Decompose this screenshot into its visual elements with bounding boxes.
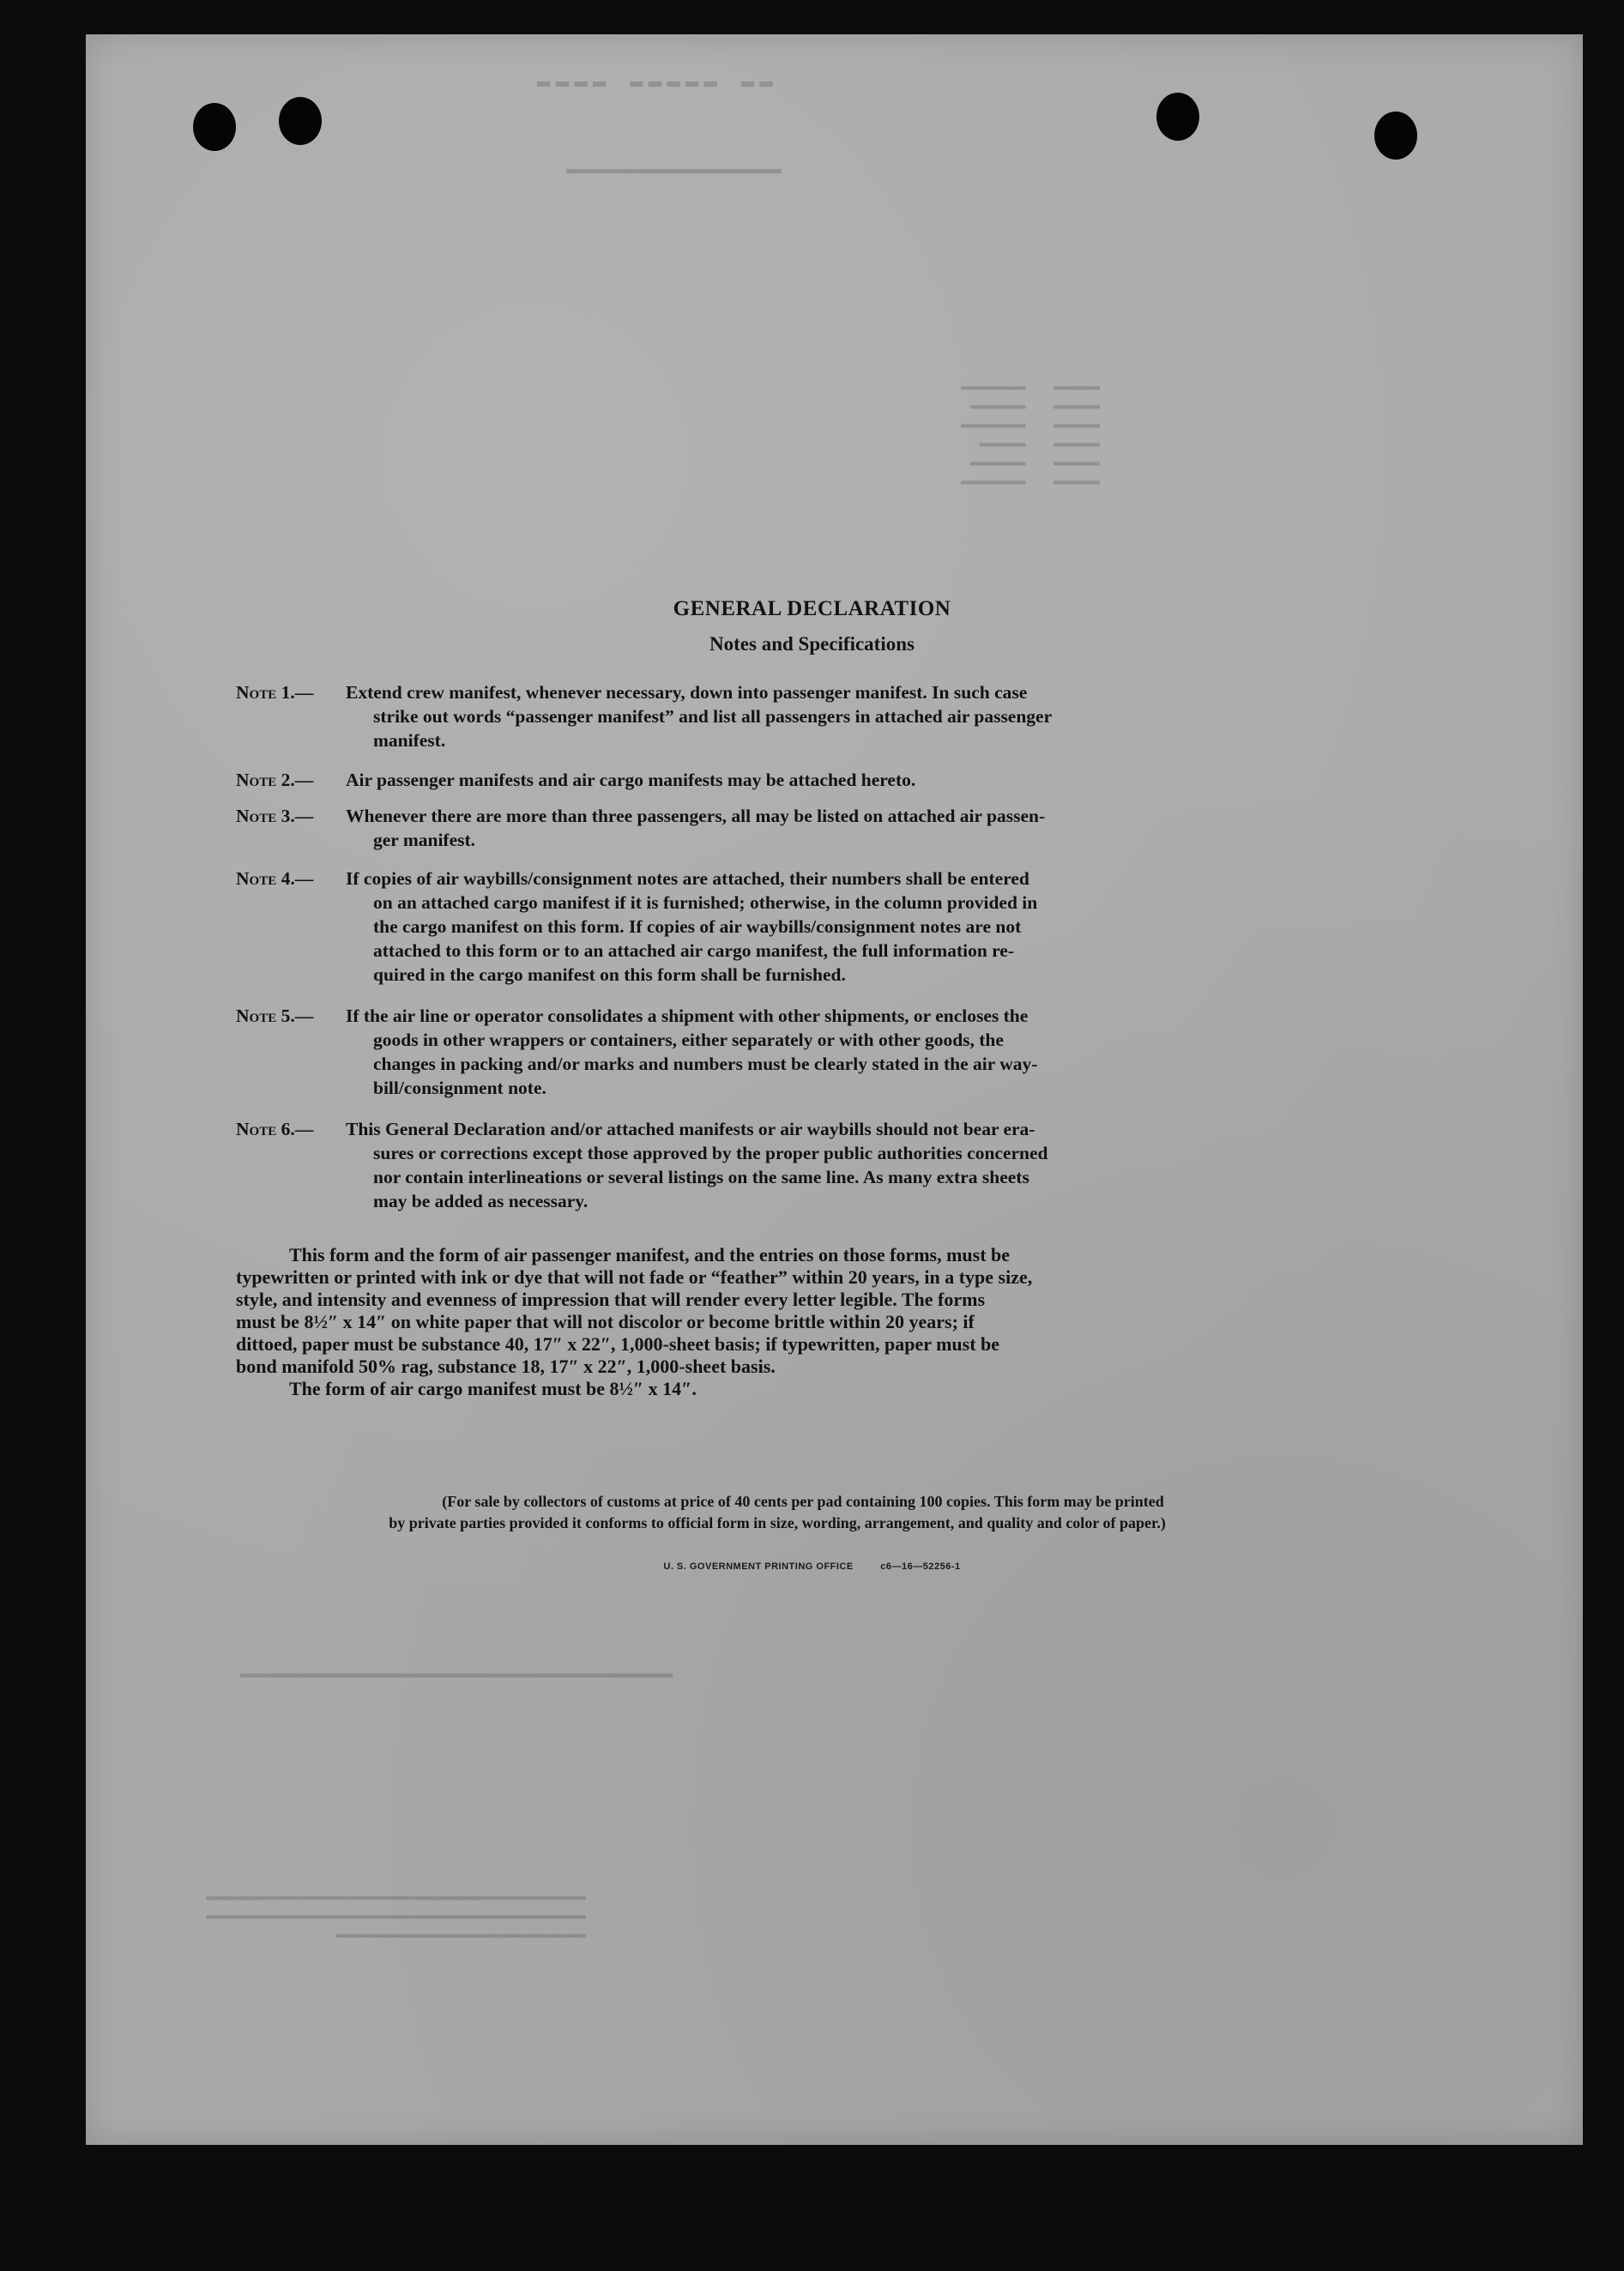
form-paragraph-line: The form of air cargo manifest must be 8½″ x 14″. [289, 1378, 697, 1399]
form-paragraph-line: dittoed, paper must be substance 40, 17″ x 22″, 1,000-sheet basis; if typewritten, paper must be [236, 1333, 1000, 1355]
bleed-through-texture: ▬▬▬▬▬▬▬▬▬▬▬▬▬▬▬▬▬▬▬ [566, 159, 782, 180]
note-text: quired in the cargo manifest on this form shall be furnished. [373, 964, 846, 985]
note-label: Note 3.— [236, 806, 314, 826]
note-text: Extend crew manifest, whenever necessary, down into passenger manifest. In such case [346, 682, 1028, 703]
bleed-through-texture: ▬▬ ▬▬▬▬▬ ▬▬▬▬ [532, 69, 773, 94]
form-paragraph-line: bond manifold 50% rag, substance 18, 17″ x 22″, 1,000-sheet basis. [236, 1356, 776, 1377]
note-text: ger manifest. [373, 830, 476, 850]
printer-line [0, 1561, 1624, 1572]
form-paragraph-line: This form and the form of air passenger manifest, and the entries on those forms, must be [289, 1244, 1011, 1265]
note-text: nor contain interlineations or several listings on the same line. As many extra sheets [373, 1167, 1029, 1187]
punch-hole [1374, 112, 1417, 160]
note-text: bill/consignment note. [373, 1078, 546, 1098]
form-paragraph-line: typewritten or printed with ink or dye that will not fade or “feather” within 20 years, in a type size, [236, 1266, 1033, 1288]
note-text: If the air line or operator consolidates a shipment with other shipments, or encloses the [346, 1006, 1029, 1026]
punch-hole [193, 103, 236, 151]
bleed-through-texture: ▬▬▬▬▬ ▬▬▬▬▬▬▬ ▬▬▬▬▬ ▬▬▬▬▬▬ ▬▬▬▬▬ ▬▬▬▬▬▬▬ ▬▬▬▬▬ ▬▬▬▬▬ ▬▬▬▬▬ ▬▬▬▬▬▬ ▬▬▬▬▬ ▬▬▬▬▬▬▬ [961, 378, 1101, 490]
note-label: Note 2.— [236, 770, 314, 790]
page-title: GENERAL DECLARATION [673, 597, 951, 620]
sale-notice-line: by private parties provided it conforms to official form in size, wording, arrangement, and quality and color of paper.) [389, 1514, 1166, 1531]
note-text: If copies of air waybills/consignment notes are attached, their numbers shall be entered [346, 868, 1029, 889]
bleed-through-texture: ▬▬▬▬▬▬▬▬▬▬▬▬▬▬▬▬▬▬▬▬▬▬▬▬▬▬▬▬▬▬▬▬▬▬▬▬▬▬▬▬▬ ▬▬▬▬▬▬▬▬▬▬▬▬▬▬▬▬▬▬▬▬▬▬▬▬▬▬▬▬▬▬▬▬▬▬▬▬▬▬▬▬▬ ▬▬▬▬▬▬▬▬▬▬▬▬▬▬▬▬▬▬▬▬▬▬▬▬▬▬▬ [206, 1888, 586, 1943]
note-2 [236, 768, 1317, 792]
note-5 [236, 1004, 1317, 1100]
note-6 [236, 1117, 1317, 1213]
punch-hole [279, 97, 322, 145]
note-label: Note 6.— [236, 1119, 314, 1139]
note-text: the cargo manifest on this form. If copies of air waybills/consignment notes are not [373, 916, 1022, 937]
note-1 [236, 680, 1317, 752]
note-3 [236, 804, 1317, 852]
note-text: manifest. [373, 730, 446, 751]
note-text: strike out words “passenger manifest” and list all passengers in attached air passenger [373, 706, 1053, 727]
note-text: on an attached cargo manifest if it is furnished; otherwise, in the column provided in [373, 892, 1038, 913]
note-text: Whenever there are more than three passengers, all may be listed on attached air passen- [346, 806, 1046, 826]
note-text: goods in other wrappers or containers, either separately or with other goods, the [373, 1030, 1004, 1050]
note-text: attached to this form or to an attached air cargo manifest, the full information re- [373, 940, 1015, 961]
note-4 [236, 867, 1317, 987]
note-text: Air passenger manifests and air cargo manifests may be attached hereto. [346, 770, 916, 790]
note-label: Note 4.— [236, 868, 314, 889]
printer-office: U. S. GOVERNMENT PRINTING OFFICE [663, 1561, 854, 1572]
punch-hole [1156, 93, 1199, 141]
page-subtitle: Notes and Specifications [709, 633, 915, 655]
note-label: Note 5.— [236, 1006, 314, 1026]
form-paragraph-line: must be 8½″ x 14″ on white paper that will not discolor or become brittle within 20 years; if [236, 1311, 975, 1332]
note-label: Note 1.— [236, 682, 314, 703]
printer-code: c6—16—52256-1 [880, 1561, 961, 1572]
form-paragraph-line: style, and intensity and evenness of impression that will render every letter legible. The forms [236, 1289, 986, 1310]
sale-notice [236, 1491, 1319, 1534]
form-specifications-paragraph [236, 1244, 1317, 1400]
note-text: sures or corrections except those approved by the proper public authorities concerned [373, 1143, 1048, 1163]
note-text: may be added as necessary. [373, 1191, 589, 1211]
note-text: This General Declaration and/or attached manifests or air waybills should not bear era- [346, 1119, 1035, 1139]
note-text: changes in packing and/or marks and numbers must be clearly stated in the air way- [373, 1054, 1038, 1074]
bleed-through-texture: ▬▬▬▬▬▬▬▬▬▬▬▬▬▬▬▬▬▬▬▬▬▬▬▬▬▬▬▬▬▬▬▬▬▬▬▬▬▬▬▬▬▬ [240, 1664, 673, 1684]
sale-notice-line: (For sale by collectors of customs at price of 40 cents per pad containing 100 copies. This form may be printed [442, 1493, 1164, 1510]
